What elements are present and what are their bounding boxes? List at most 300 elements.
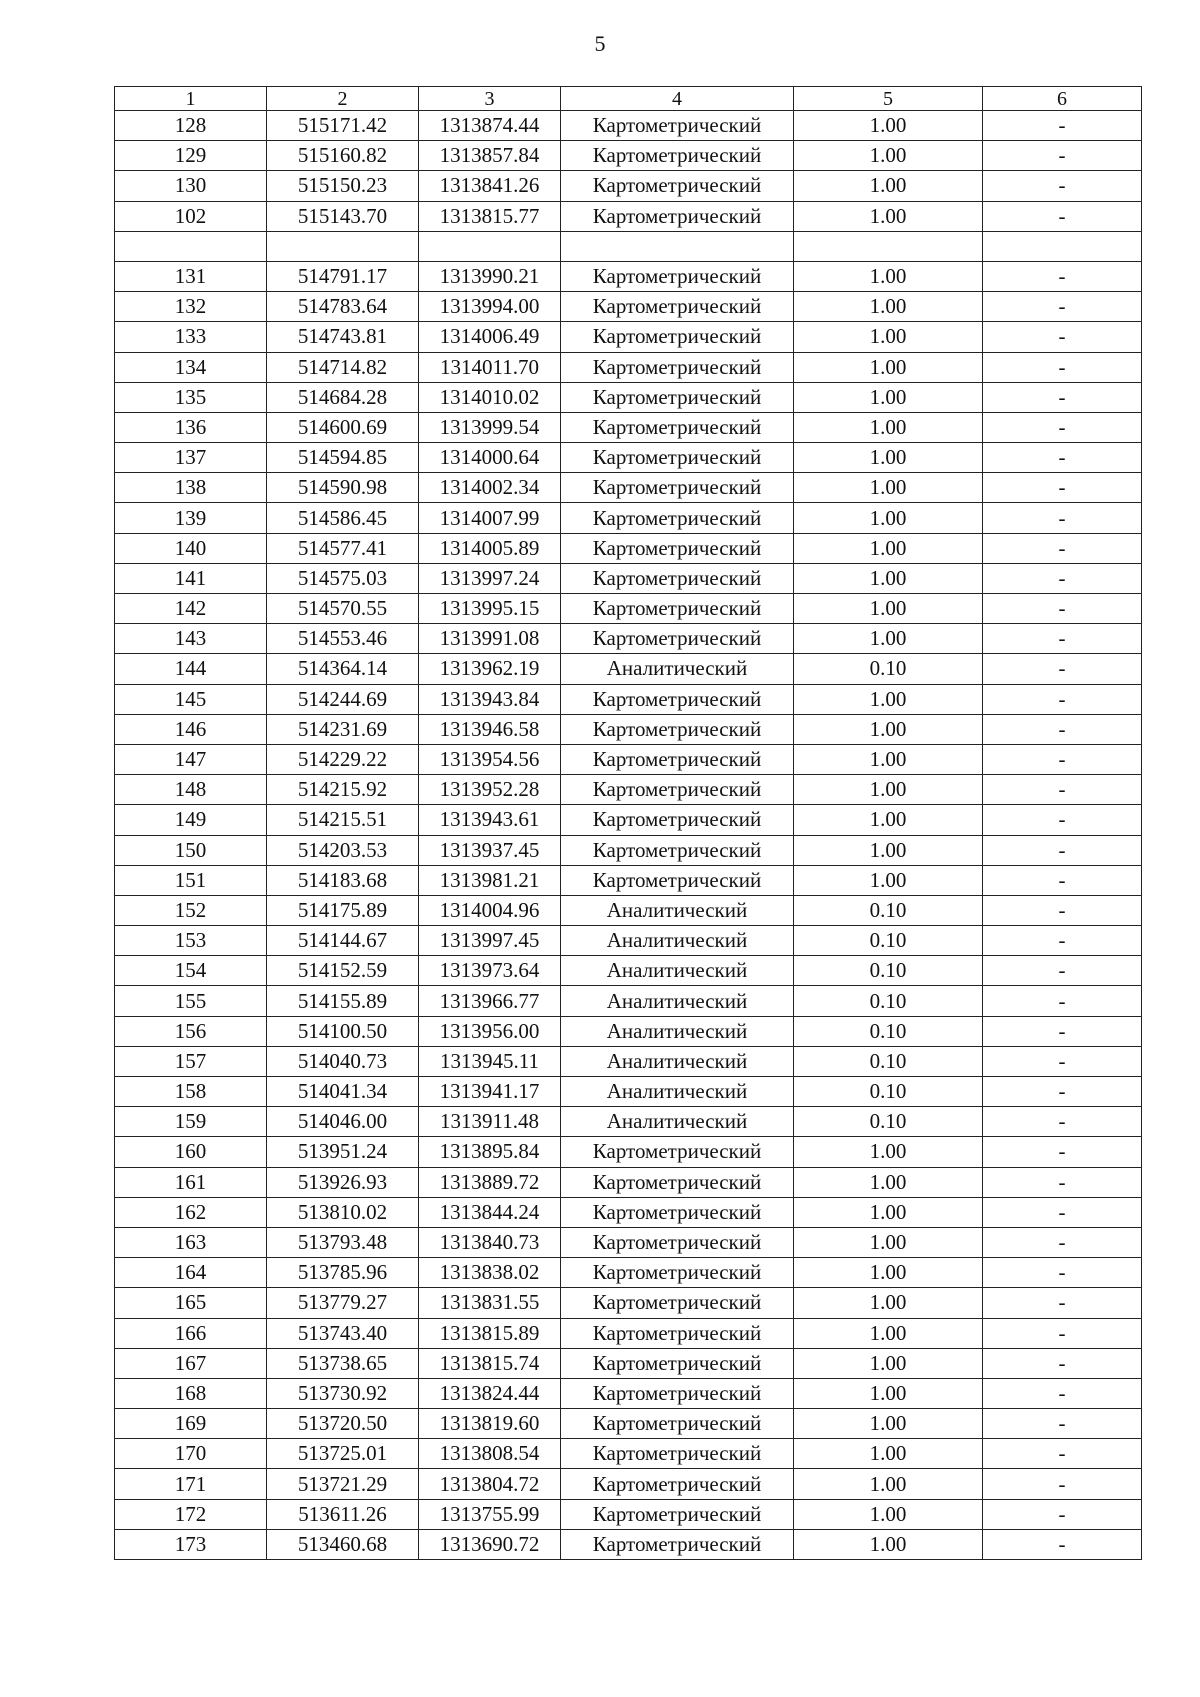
cell-point-number: 149 bbox=[115, 805, 267, 835]
cell-x-coordinate: 514364.14 bbox=[267, 654, 419, 684]
table-row bbox=[115, 1439, 1142, 1469]
table-row bbox=[115, 261, 1142, 291]
cell-method: Картометрический bbox=[561, 805, 794, 835]
cell-point-number: 151 bbox=[115, 865, 267, 895]
cell-method: Картометрический bbox=[561, 412, 794, 442]
table-row bbox=[115, 835, 1142, 865]
table-row bbox=[115, 895, 1142, 925]
cell-point-number: 153 bbox=[115, 926, 267, 956]
cell-point-number: 163 bbox=[115, 1227, 267, 1257]
column-header-6: 6 bbox=[983, 87, 1142, 111]
table-row bbox=[115, 412, 1142, 442]
cell-accuracy: 1.00 bbox=[794, 1409, 983, 1439]
cell-y-coordinate: 1314006.49 bbox=[419, 322, 561, 352]
cell-method: Аналитический bbox=[561, 1107, 794, 1137]
cell-note: - bbox=[983, 835, 1142, 865]
column-header-1: 1 bbox=[115, 87, 267, 111]
table-row bbox=[115, 322, 1142, 352]
cell-method: Аналитический bbox=[561, 986, 794, 1016]
cell-x-coordinate: 514586.45 bbox=[267, 503, 419, 533]
cell-point-number: 131 bbox=[115, 261, 267, 291]
cell-accuracy: 1.00 bbox=[794, 322, 983, 352]
cell-x-coordinate: 513738.65 bbox=[267, 1348, 419, 1378]
cell-accuracy bbox=[794, 231, 983, 261]
cell-accuracy: 1.00 bbox=[794, 292, 983, 322]
cell-method: Аналитический bbox=[561, 926, 794, 956]
cell-y-coordinate: 1313808.54 bbox=[419, 1439, 561, 1469]
cell-x-coordinate: 514229.22 bbox=[267, 744, 419, 774]
cell-accuracy: 1.00 bbox=[794, 473, 983, 503]
table-row bbox=[115, 1016, 1142, 1046]
cell-method: Картометрический bbox=[561, 1469, 794, 1499]
cell-note: - bbox=[983, 1529, 1142, 1559]
cell-x-coordinate: 515171.42 bbox=[267, 111, 419, 141]
cell-y-coordinate: 1313997.24 bbox=[419, 563, 561, 593]
cell-note: - bbox=[983, 1318, 1142, 1348]
cell-accuracy: 1.00 bbox=[794, 1499, 983, 1529]
cell-note: - bbox=[983, 1077, 1142, 1107]
cell-method: Картометрический bbox=[561, 171, 794, 201]
cell-note: - bbox=[983, 1197, 1142, 1227]
cell-method: Картометрический bbox=[561, 1529, 794, 1559]
cell-method: Картометрический bbox=[561, 624, 794, 654]
cell-method: Картометрический bbox=[561, 563, 794, 593]
cell-x-coordinate: 514577.41 bbox=[267, 533, 419, 563]
cell-accuracy: 0.10 bbox=[794, 956, 983, 986]
cell-accuracy: 1.00 bbox=[794, 1288, 983, 1318]
cell-point-number: 102 bbox=[115, 201, 267, 231]
cell-x-coordinate: 514590.98 bbox=[267, 473, 419, 503]
cell-method: Картометрический bbox=[561, 594, 794, 624]
cell-note: - bbox=[983, 684, 1142, 714]
cell-accuracy: 1.00 bbox=[794, 714, 983, 744]
cell-y-coordinate: 1313966.77 bbox=[419, 986, 561, 1016]
cell-x-coordinate: 514600.69 bbox=[267, 412, 419, 442]
cell-method: Картометрический bbox=[561, 141, 794, 171]
cell-accuracy: 1.00 bbox=[794, 352, 983, 382]
cell-point-number: 138 bbox=[115, 473, 267, 503]
cell-y-coordinate: 1313844.24 bbox=[419, 1197, 561, 1227]
cell-method: Картометрический bbox=[561, 533, 794, 563]
cell-accuracy: 1.00 bbox=[794, 1197, 983, 1227]
cell-y-coordinate: 1313997.45 bbox=[419, 926, 561, 956]
table-row bbox=[115, 231, 1142, 261]
cell-point-number: 159 bbox=[115, 1107, 267, 1137]
table-row bbox=[115, 865, 1142, 895]
cell-accuracy: 1.00 bbox=[794, 563, 983, 593]
cell-note: - bbox=[983, 775, 1142, 805]
cell-point-number: 169 bbox=[115, 1409, 267, 1439]
cell-method: Картометрический bbox=[561, 1167, 794, 1197]
table-row bbox=[115, 594, 1142, 624]
cell-x-coordinate: 515143.70 bbox=[267, 201, 419, 231]
cell-point-number: 170 bbox=[115, 1439, 267, 1469]
table-row bbox=[115, 563, 1142, 593]
cell-accuracy: 0.10 bbox=[794, 986, 983, 1016]
table-row bbox=[115, 1046, 1142, 1076]
table-row bbox=[115, 1258, 1142, 1288]
cell-note: - bbox=[983, 322, 1142, 352]
cell-y-coordinate: 1313819.60 bbox=[419, 1409, 561, 1439]
cell-point-number: 152 bbox=[115, 895, 267, 925]
column-header-5: 5 bbox=[794, 87, 983, 111]
cell-x-coordinate: 513730.92 bbox=[267, 1378, 419, 1408]
cell-accuracy: 1.00 bbox=[794, 382, 983, 412]
cell-x-coordinate: 514175.89 bbox=[267, 895, 419, 925]
cell-point-number: 132 bbox=[115, 292, 267, 322]
cell-accuracy: 0.10 bbox=[794, 926, 983, 956]
cell-point-number: 168 bbox=[115, 1378, 267, 1408]
cell-point-number: 128 bbox=[115, 111, 267, 141]
cell-y-coordinate: 1313937.45 bbox=[419, 835, 561, 865]
table-row bbox=[115, 714, 1142, 744]
cell-point-number: 137 bbox=[115, 443, 267, 473]
cell-accuracy: 1.00 bbox=[794, 775, 983, 805]
cell-method: Картометрический bbox=[561, 292, 794, 322]
cell-x-coordinate: 513785.96 bbox=[267, 1258, 419, 1288]
cell-note: - bbox=[983, 1046, 1142, 1076]
table-row bbox=[115, 624, 1142, 654]
cell-method: Аналитический bbox=[561, 895, 794, 925]
cell-y-coordinate: 1313840.73 bbox=[419, 1227, 561, 1257]
cell-accuracy: 0.10 bbox=[794, 1046, 983, 1076]
cell-accuracy: 1.00 bbox=[794, 1318, 983, 1348]
cell-y-coordinate: 1313874.44 bbox=[419, 111, 561, 141]
table-row bbox=[115, 956, 1142, 986]
cell-accuracy: 1.00 bbox=[794, 594, 983, 624]
cell-note: - bbox=[983, 1469, 1142, 1499]
cell-y-coordinate: 1313954.56 bbox=[419, 744, 561, 774]
cell-x-coordinate: 513793.48 bbox=[267, 1227, 419, 1257]
cell-note: - bbox=[983, 1016, 1142, 1046]
cell-x-coordinate: 514155.89 bbox=[267, 986, 419, 1016]
table-row bbox=[115, 201, 1142, 231]
cell-y-coordinate: 1313690.72 bbox=[419, 1529, 561, 1559]
table-row bbox=[115, 1499, 1142, 1529]
cell-point-number: 144 bbox=[115, 654, 267, 684]
cell-x-coordinate: 513460.68 bbox=[267, 1529, 419, 1559]
cell-point-number: 172 bbox=[115, 1499, 267, 1529]
cell-point-number: 158 bbox=[115, 1077, 267, 1107]
cell-note: - bbox=[983, 1409, 1142, 1439]
cell-method: Картометрический bbox=[561, 443, 794, 473]
cell-accuracy: 1.00 bbox=[794, 624, 983, 654]
cell-accuracy: 0.10 bbox=[794, 1016, 983, 1046]
cell-point-number bbox=[115, 231, 267, 261]
cell-y-coordinate: 1313945.11 bbox=[419, 1046, 561, 1076]
cell-accuracy: 1.00 bbox=[794, 1439, 983, 1469]
cell-x-coordinate bbox=[267, 231, 419, 261]
cell-method: Картометрический bbox=[561, 1499, 794, 1529]
cell-y-coordinate: 1313831.55 bbox=[419, 1288, 561, 1318]
cell-note: - bbox=[983, 654, 1142, 684]
cell-note: - bbox=[983, 895, 1142, 925]
table-row bbox=[115, 503, 1142, 533]
cell-y-coordinate: 1313841.26 bbox=[419, 171, 561, 201]
cell-note: - bbox=[983, 1499, 1142, 1529]
cell-point-number: 143 bbox=[115, 624, 267, 654]
table-row bbox=[115, 1348, 1142, 1378]
cell-method: Картометрический bbox=[561, 1227, 794, 1257]
cell-y-coordinate: 1314007.99 bbox=[419, 503, 561, 533]
cell-x-coordinate: 514231.69 bbox=[267, 714, 419, 744]
cell-y-coordinate: 1314002.34 bbox=[419, 473, 561, 503]
cell-accuracy: 1.00 bbox=[794, 1529, 983, 1559]
cell-x-coordinate: 513721.29 bbox=[267, 1469, 419, 1499]
cell-point-number: 142 bbox=[115, 594, 267, 624]
page-number: 5 bbox=[594, 31, 606, 56]
cell-x-coordinate: 515160.82 bbox=[267, 141, 419, 171]
cell-y-coordinate: 1313981.21 bbox=[419, 865, 561, 895]
cell-x-coordinate: 514684.28 bbox=[267, 382, 419, 412]
table-row bbox=[115, 1318, 1142, 1348]
cell-x-coordinate: 514152.59 bbox=[267, 956, 419, 986]
cell-point-number: 139 bbox=[115, 503, 267, 533]
cell-accuracy: 0.10 bbox=[794, 1107, 983, 1137]
cell-y-coordinate: 1313995.15 bbox=[419, 594, 561, 624]
cell-point-number: 150 bbox=[115, 835, 267, 865]
cell-x-coordinate: 513926.93 bbox=[267, 1167, 419, 1197]
table-row bbox=[115, 141, 1142, 171]
cell-point-number: 171 bbox=[115, 1469, 267, 1499]
table-row bbox=[115, 443, 1142, 473]
cell-method: Картометрический bbox=[561, 322, 794, 352]
cell-note: - bbox=[983, 473, 1142, 503]
cell-method: Картометрический bbox=[561, 1439, 794, 1469]
cell-accuracy: 1.00 bbox=[794, 1227, 983, 1257]
cell-accuracy: 1.00 bbox=[794, 1167, 983, 1197]
cell-note: - bbox=[983, 201, 1142, 231]
cell-method: Картометрический bbox=[561, 261, 794, 291]
cell-point-number: 156 bbox=[115, 1016, 267, 1046]
column-header-3: 3 bbox=[419, 87, 561, 111]
cell-x-coordinate: 514594.85 bbox=[267, 443, 419, 473]
cell-accuracy: 1.00 bbox=[794, 1469, 983, 1499]
cell-method: Картометрический bbox=[561, 111, 794, 141]
cell-x-coordinate: 515150.23 bbox=[267, 171, 419, 201]
cell-x-coordinate: 514553.46 bbox=[267, 624, 419, 654]
cell-method: Аналитический bbox=[561, 1016, 794, 1046]
cell-note: - bbox=[983, 1137, 1142, 1167]
cell-point-number: 145 bbox=[115, 684, 267, 714]
cell-point-number: 141 bbox=[115, 563, 267, 593]
cell-y-coordinate: 1313755.99 bbox=[419, 1499, 561, 1529]
cell-y-coordinate: 1313946.58 bbox=[419, 714, 561, 744]
table-row bbox=[115, 1529, 1142, 1559]
cell-x-coordinate: 514783.64 bbox=[267, 292, 419, 322]
cell-y-coordinate: 1313994.00 bbox=[419, 292, 561, 322]
cell-note: - bbox=[983, 926, 1142, 956]
cell-accuracy: 1.00 bbox=[794, 1348, 983, 1378]
cell-y-coordinate: 1313943.84 bbox=[419, 684, 561, 714]
table-row bbox=[115, 1227, 1142, 1257]
cell-y-coordinate: 1313838.02 bbox=[419, 1258, 561, 1288]
table-row bbox=[115, 1409, 1142, 1439]
cell-method: Аналитический bbox=[561, 1077, 794, 1107]
cell-x-coordinate: 514203.53 bbox=[267, 835, 419, 865]
cell-point-number: 164 bbox=[115, 1258, 267, 1288]
table-row bbox=[115, 533, 1142, 563]
table-row bbox=[115, 171, 1142, 201]
cell-note: - bbox=[983, 261, 1142, 291]
cell-y-coordinate: 1313943.61 bbox=[419, 805, 561, 835]
table-row bbox=[115, 1197, 1142, 1227]
cell-point-number: 167 bbox=[115, 1348, 267, 1378]
column-header-2: 2 bbox=[267, 87, 419, 111]
cell-point-number: 165 bbox=[115, 1288, 267, 1318]
table-row bbox=[115, 1167, 1142, 1197]
cell-accuracy: 1.00 bbox=[794, 171, 983, 201]
cell-note: - bbox=[983, 292, 1142, 322]
cell-x-coordinate: 514570.55 bbox=[267, 594, 419, 624]
cell-note: - bbox=[983, 563, 1142, 593]
cell-y-coordinate: 1313990.21 bbox=[419, 261, 561, 291]
cell-accuracy: 1.00 bbox=[794, 805, 983, 835]
cell-point-number: 161 bbox=[115, 1167, 267, 1197]
table-row bbox=[115, 1137, 1142, 1167]
cell-method: Аналитический bbox=[561, 956, 794, 986]
coordinates-table bbox=[114, 86, 1142, 1560]
cell-note: - bbox=[983, 865, 1142, 895]
table-row bbox=[115, 1469, 1142, 1499]
cell-method bbox=[561, 231, 794, 261]
table-row bbox=[115, 111, 1142, 141]
cell-x-coordinate: 514040.73 bbox=[267, 1046, 419, 1076]
cell-method: Картометрический bbox=[561, 473, 794, 503]
cell-x-coordinate: 514714.82 bbox=[267, 352, 419, 382]
cell-method: Картометрический bbox=[561, 201, 794, 231]
cell-x-coordinate: 513725.01 bbox=[267, 1439, 419, 1469]
cell-method: Картометрический bbox=[561, 1258, 794, 1288]
cell-x-coordinate: 514215.92 bbox=[267, 775, 419, 805]
cell-y-coordinate: 1313941.17 bbox=[419, 1077, 561, 1107]
cell-note bbox=[983, 231, 1142, 261]
cell-point-number: 136 bbox=[115, 412, 267, 442]
cell-point-number: 160 bbox=[115, 1137, 267, 1167]
table-row bbox=[115, 926, 1142, 956]
cell-point-number: 129 bbox=[115, 141, 267, 171]
cell-point-number: 148 bbox=[115, 775, 267, 805]
cell-y-coordinate: 1313804.72 bbox=[419, 1469, 561, 1499]
cell-point-number: 157 bbox=[115, 1046, 267, 1076]
cell-method: Картометрический bbox=[561, 865, 794, 895]
cell-accuracy: 1.00 bbox=[794, 744, 983, 774]
cell-y-coordinate: 1314000.64 bbox=[419, 443, 561, 473]
table-row bbox=[115, 684, 1142, 714]
cell-point-number: 166 bbox=[115, 1318, 267, 1348]
cell-point-number: 155 bbox=[115, 986, 267, 1016]
table-row bbox=[115, 473, 1142, 503]
cell-point-number: 146 bbox=[115, 714, 267, 744]
cell-method: Картометрический bbox=[561, 714, 794, 744]
cell-accuracy: 1.00 bbox=[794, 1258, 983, 1288]
cell-y-coordinate: 1313991.08 bbox=[419, 624, 561, 654]
cell-method: Картометрический bbox=[561, 835, 794, 865]
cell-accuracy: 1.00 bbox=[794, 835, 983, 865]
cell-method: Картометрический bbox=[561, 684, 794, 714]
cell-note: - bbox=[983, 1348, 1142, 1378]
cell-point-number: 162 bbox=[115, 1197, 267, 1227]
cell-y-coordinate: 1313956.00 bbox=[419, 1016, 561, 1046]
table-row bbox=[115, 292, 1142, 322]
cell-accuracy: 1.00 bbox=[794, 412, 983, 442]
cell-method: Картометрический bbox=[561, 1409, 794, 1439]
cell-accuracy: 1.00 bbox=[794, 111, 983, 141]
table-row bbox=[115, 1378, 1142, 1408]
cell-note: - bbox=[983, 111, 1142, 141]
cell-method: Картометрический bbox=[561, 503, 794, 533]
cell-note: - bbox=[983, 1439, 1142, 1469]
cell-note: - bbox=[983, 503, 1142, 533]
cell-x-coordinate: 514144.67 bbox=[267, 926, 419, 956]
cell-accuracy: 1.00 bbox=[794, 533, 983, 563]
table-row bbox=[115, 352, 1142, 382]
cell-method: Картометрический bbox=[561, 744, 794, 774]
cell-x-coordinate: 514183.68 bbox=[267, 865, 419, 895]
table-row bbox=[115, 1288, 1142, 1318]
cell-x-coordinate: 514244.69 bbox=[267, 684, 419, 714]
table-row bbox=[115, 1077, 1142, 1107]
cell-y-coordinate: 1313889.72 bbox=[419, 1167, 561, 1197]
cell-note: - bbox=[983, 382, 1142, 412]
cell-point-number: 135 bbox=[115, 382, 267, 412]
cell-method: Картометрический bbox=[561, 775, 794, 805]
cell-method: Картометрический bbox=[561, 1288, 794, 1318]
cell-note: - bbox=[983, 1288, 1142, 1318]
cell-y-coordinate: 1313962.19 bbox=[419, 654, 561, 684]
cell-point-number: 133 bbox=[115, 322, 267, 352]
cell-note: - bbox=[983, 805, 1142, 835]
cell-method: Картометрический bbox=[561, 1137, 794, 1167]
cell-note: - bbox=[983, 986, 1142, 1016]
cell-accuracy: 1.00 bbox=[794, 684, 983, 714]
cell-x-coordinate: 513720.50 bbox=[267, 1409, 419, 1439]
cell-x-coordinate: 514215.51 bbox=[267, 805, 419, 835]
cell-method: Картометрический bbox=[561, 1378, 794, 1408]
cell-point-number: 154 bbox=[115, 956, 267, 986]
cell-y-coordinate: 1313815.77 bbox=[419, 201, 561, 231]
cell-note: - bbox=[983, 956, 1142, 986]
cell-x-coordinate: 513810.02 bbox=[267, 1197, 419, 1227]
cell-y-coordinate: 1313815.89 bbox=[419, 1318, 561, 1348]
cell-note: - bbox=[983, 594, 1142, 624]
cell-y-coordinate: 1313895.84 bbox=[419, 1137, 561, 1167]
cell-y-coordinate: 1313824.44 bbox=[419, 1378, 561, 1408]
cell-y-coordinate: 1313911.48 bbox=[419, 1107, 561, 1137]
cell-accuracy: 1.00 bbox=[794, 1137, 983, 1167]
cell-x-coordinate: 514046.00 bbox=[267, 1107, 419, 1137]
cell-method: Картометрический bbox=[561, 352, 794, 382]
cell-y-coordinate: 1313952.28 bbox=[419, 775, 561, 805]
cell-method: Картометрический bbox=[561, 1348, 794, 1378]
cell-y-coordinate: 1314011.70 bbox=[419, 352, 561, 382]
cell-y-coordinate bbox=[419, 231, 561, 261]
cell-accuracy: 1.00 bbox=[794, 865, 983, 895]
cell-note: - bbox=[983, 141, 1142, 171]
cell-note: - bbox=[983, 533, 1142, 563]
cell-accuracy: 1.00 bbox=[794, 261, 983, 291]
cell-x-coordinate: 513779.27 bbox=[267, 1288, 419, 1318]
cell-x-coordinate: 514743.81 bbox=[267, 322, 419, 352]
table-row bbox=[115, 654, 1142, 684]
cell-point-number: 134 bbox=[115, 352, 267, 382]
table-row bbox=[115, 382, 1142, 412]
table-row bbox=[115, 775, 1142, 805]
cell-x-coordinate: 513743.40 bbox=[267, 1318, 419, 1348]
cell-note: - bbox=[983, 1227, 1142, 1257]
cell-note: - bbox=[983, 714, 1142, 744]
cell-accuracy: 1.00 bbox=[794, 201, 983, 231]
